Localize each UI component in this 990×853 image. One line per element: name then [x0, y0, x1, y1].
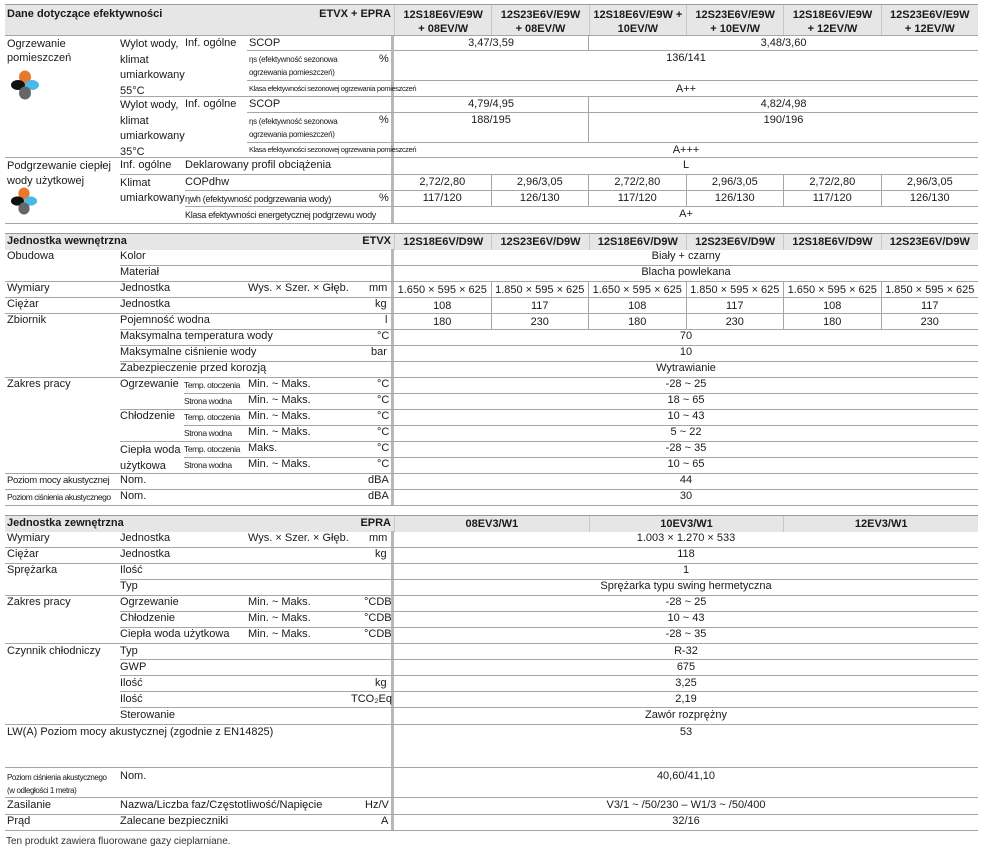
indoor-header-label	[5, 234, 394, 250]
scop-value: 3,48/3,60	[760, 37, 807, 49]
unit-kg: kg	[375, 548, 387, 560]
column-header: 12S23E6V/D9W	[881, 234, 978, 250]
op-range: Min. ~ Maks.	[248, 458, 311, 470]
color-value: Biały + czarny	[651, 250, 721, 262]
op-side: Strona wodna	[184, 396, 232, 406]
refrigerant-label: Ilość	[120, 677, 143, 689]
eta-s-value: 188/195	[471, 114, 511, 126]
dimensions-label: Jednostka	[120, 282, 171, 294]
unit-percent: %	[379, 114, 389, 126]
op-side: Strona wodna	[184, 460, 232, 470]
weight-label: Jednostka	[120, 548, 171, 560]
column-header: 12S23E6V/E9W + 10EV/W	[686, 5, 783, 35]
unit-cdb: °CDB	[364, 596, 392, 608]
refrigerant-value: 675	[676, 661, 696, 673]
op-range: Min. ~ Maks.	[248, 378, 311, 390]
unit-kg: kg	[375, 677, 387, 689]
op-range: Maks.	[248, 442, 278, 454]
corrosion-value: Wytrawianie	[656, 362, 716, 374]
climate-label: Klimat umiarkowany	[120, 177, 185, 204]
column-header: 08EV3/W1	[394, 516, 589, 532]
outdoor-body	[5, 531, 978, 831]
op-mode: Ciepła woda użytkowa	[120, 628, 230, 640]
max-pressure-value: 10	[679, 346, 693, 358]
op-range: Min. ~ Maks.	[248, 628, 311, 640]
sound-pressure-sub: Nom.	[120, 770, 147, 782]
cop-dhw-values: 2,72/2,80 117/120 2,96/3,05 126/130 2,72/2,80 117/120 2,96/3,05 126/130 2,72/2,80 117/120 2,96/3,05 126/130	[394, 175, 978, 207]
tank-group: Zbiornik	[7, 314, 47, 326]
mode-dhw: Ciepła woda użytkowa	[120, 444, 181, 472]
dhw-class-value: A+	[679, 208, 693, 220]
sound-pressure-label: Poziom ciśnienia akustycznego (w odległości 1 metra)	[7, 773, 107, 795]
column-header: 12S23E6V/D9W	[491, 234, 588, 250]
refrigerant-value: R-32	[674, 645, 698, 657]
unit-cdb: °CDB	[364, 612, 392, 624]
refrigerant-label: Sterowanie	[120, 709, 176, 721]
op-value: -28 ~ 25	[665, 378, 707, 390]
class-value: A+++	[672, 144, 700, 156]
op-value: 10 ~ 43	[667, 410, 705, 422]
unit-a: A	[381, 815, 389, 827]
efficiency-title: Dane dotyczące efektywności	[7, 8, 163, 20]
operation-range-group: Zakres pracy	[7, 378, 71, 390]
refrigerant-group: Czynnik chłodniczy	[7, 645, 101, 657]
sound-pressure-value: 30	[679, 490, 693, 502]
material-label: Materiał	[120, 266, 160, 278]
op-value: 10 ~ 43	[667, 612, 705, 624]
dimensions-group: Wymiary	[7, 282, 50, 294]
unit-kg: kg	[375, 298, 387, 310]
compressor-group: Sprężarka	[7, 564, 58, 576]
column-header: 12S18E6V/D9W	[394, 234, 491, 250]
dhw-class-label: Klasa efektywności energetycznej podgrzewu wody	[185, 210, 377, 220]
profile-label: Deklarowany profil obciążenia	[185, 159, 332, 171]
sound-power-label: Poziom mocy akustycznej	[7, 475, 110, 486]
sound-pressure-sub: Nom.	[120, 490, 147, 502]
column-header: 12S18E6V/D9W	[783, 234, 880, 250]
compressor-type-value: Sprężarka typu swing hermetyczna	[600, 580, 772, 592]
sound-pressure-label: Poziom ciśnienia akustycznego	[7, 492, 111, 502]
eta-s-value: 190/196	[763, 114, 804, 126]
general-info-label: Inf. ogólne	[185, 98, 237, 110]
op-value: -28 ~ 35	[665, 442, 707, 454]
sound-power-value: 44	[679, 474, 693, 486]
efficiency-body	[5, 36, 978, 224]
unit-dba: dBA	[368, 474, 389, 486]
refrigerant-label: GWP	[120, 661, 147, 673]
unit-celsius: °C	[377, 458, 390, 470]
outdoor-table	[5, 515, 978, 532]
eta-s-label: ηs (efektywność sezonowa ogrzewania pomieszczeń)	[249, 117, 338, 139]
unit-percent: %	[379, 192, 389, 204]
op-value: -28 ~ 35	[665, 628, 707, 640]
op-value: 10 ~ 65	[667, 458, 705, 470]
heat-pump-four-petal-icon	[9, 187, 39, 215]
operation-range-group: Zakres pracy	[7, 596, 71, 608]
weight-value: 118	[677, 548, 695, 560]
scop-label: SCOP	[249, 37, 281, 49]
op-side: Temp. otoczenia	[184, 380, 240, 390]
dimensions-label: Jednostka	[120, 532, 171, 544]
op-mode: Ogrzewanie	[120, 596, 179, 608]
compressor-qty-value: 1	[682, 564, 690, 576]
op-side: Strona wodna	[184, 428, 232, 438]
indoor-table	[5, 233, 978, 250]
eta-s-value: 136/141	[666, 52, 706, 64]
column-header: 12S23E6V/E9W + 12EV/W	[881, 5, 978, 35]
dimensions-spec: Wys. × Szer. × Głęb.	[248, 282, 349, 294]
condition-35c: Wylot wody, klimat umiarkowany 35°C	[120, 99, 185, 158]
efficiency-model: ETVX + EPRA	[319, 8, 391, 20]
unit-celsius: °C	[377, 378, 390, 390]
power-supply-label: Nazwa/Liczba faz/Częstotliwość/Napięcie	[120, 799, 323, 811]
compressor-qty-label: Ilość	[120, 564, 143, 576]
sound-pressure-value: 40,60/41,10	[656, 770, 716, 782]
indoor-model: ETVX	[362, 235, 391, 247]
unit-celsius: °C	[377, 410, 390, 422]
column-header: 12S18E6V/E9W + 08EV/W	[394, 5, 491, 35]
outdoor-header	[5, 515, 978, 532]
column-header: 12S23E6V/D9W	[686, 234, 783, 250]
outdoor-model: EPRA	[360, 517, 391, 529]
op-range: Min. ~ Maks.	[248, 596, 311, 608]
eta-s-label: ηs (efektywność sezonowa ogrzewania pomieszczeń)	[249, 55, 338, 77]
lwa-label: LW(A) Poziom mocy akustycznej (zgodnie z EN14825)	[7, 726, 274, 738]
unit-mm: mm	[369, 532, 388, 544]
op-value: -28 ~ 25	[665, 596, 707, 608]
dimensions-group: Wymiary	[7, 532, 50, 544]
sound-power-sub: Nom.	[120, 474, 147, 486]
unit-l: l	[385, 314, 388, 326]
outdoor-title: Jednostka zewnętrzna	[7, 517, 124, 529]
efficiency-header	[5, 4, 978, 35]
op-range: Min. ~ Maks.	[248, 394, 311, 406]
column-header: 12S18E6V/E9W + 12EV/W	[783, 5, 880, 35]
column-header: 12EV3/W1	[783, 516, 978, 532]
op-side: Temp. otoczenia	[184, 444, 240, 454]
current-group: Prąd	[7, 815, 31, 827]
scop-label: SCOP	[249, 98, 281, 110]
current-value: 32/16	[672, 815, 700, 827]
power-supply-group: Zasilanie	[7, 799, 52, 811]
casing-group: Obudowa	[7, 250, 55, 262]
weight-label: Jednostka	[120, 298, 171, 310]
profile-value: L	[682, 159, 690, 171]
op-range: Min. ~ Maks.	[248, 410, 311, 422]
unit-hz-v: Hz/V	[365, 799, 389, 811]
weight-group: Ciężar	[7, 298, 39, 310]
color-label: Kolor	[120, 250, 146, 262]
unit-percent: %	[379, 53, 389, 65]
indoor-title: Jednostka wewnętrzna	[7, 235, 127, 247]
refrigerant-value: 2,19	[675, 693, 697, 705]
unit-mm: mm	[369, 282, 388, 294]
unit-celsius: °C	[377, 426, 390, 438]
dhw-label: Podgrzewanie ciepłej wody użytkowej	[7, 160, 111, 187]
op-range: Min. ~ Maks.	[248, 426, 311, 438]
indoor-per-model-values: 1.650 × 595 × 625 108 180 1.850 × 595 × 625 117 230 1.650 × 595 × 625 108 180 1.850 × 595 × 625 117 230 1.650 × 595 × 625 108 180 1.850 × 595 × 625 117 230	[394, 282, 978, 330]
corrosion-label: Zabezpieczenie przed korozją	[120, 362, 267, 374]
general-info-label: Inf. ogólne	[120, 159, 172, 171]
unit-bar: bar	[371, 346, 387, 358]
unit-celsius: °C	[377, 394, 390, 406]
class-label: Klasa efektywności sezonowej ogrzewania pomieszczeń	[249, 84, 417, 93]
indoor-header	[5, 233, 978, 250]
column-header: 12S23E6V/E9W + 08EV/W	[491, 5, 588, 35]
unit-celsius: °C	[377, 442, 390, 454]
indoor-body	[5, 249, 978, 506]
unit-dba: dBA	[368, 490, 389, 502]
class-value: A++	[675, 83, 697, 95]
cop-dhw-label: COPdhw	[185, 176, 230, 188]
tank-volume-label: Pojemność wodna	[120, 314, 210, 326]
max-temp-value: 70	[679, 330, 693, 342]
mode-cooling: Chłodzenie	[120, 410, 176, 422]
scop-value: 4,79/4,95	[468, 98, 514, 110]
op-range: Min. ~ Maks.	[248, 612, 311, 624]
column-header: 12S18E6V/E9W + 10EV/W	[589, 5, 686, 35]
class-label: Klasa efektywności sezonowej ogrzewania pomieszczeń	[249, 145, 417, 154]
eta-wh-label: ηwh (efektywność podgrzewania wody)	[185, 194, 332, 204]
footnote: Ten produkt zawiera fluorowane gazy cieplarniane.	[6, 836, 231, 847]
op-value: 5 ~ 22	[670, 426, 702, 438]
mode-heating: Ogrzewanie	[120, 378, 179, 390]
general-info-label: Inf. ogólne	[185, 37, 237, 49]
op-mode: Chłodzenie	[120, 612, 176, 624]
scop-value: 4,82/4,98	[760, 98, 807, 110]
column-header: 12S18E6V/D9W	[589, 234, 686, 250]
unit-cdb: °CDB	[364, 628, 392, 640]
weight-group: Ciężar	[7, 548, 39, 560]
op-value: 18 ~ 65	[667, 394, 705, 406]
heat-pump-four-petal-icon	[9, 70, 41, 100]
power-supply-value: V3/1 ~ /50/230 – W1/3 ~ /50/400	[606, 799, 766, 811]
scop-value: 3,47/3,59	[468, 37, 514, 49]
efficiency-header-label	[5, 5, 394, 35]
condition-55c: Wylot wody, klimat umiarkowany 55°C	[120, 38, 185, 97]
current-label: Zalecane bezpieczniki	[120, 815, 229, 827]
op-side: Temp. otoczenia	[184, 412, 240, 422]
dimensions-spec: Wys. × Szer. × Głęb.	[248, 532, 349, 544]
lwa-value: 53	[679, 726, 693, 738]
refrigerant-label: Ilość	[120, 693, 143, 705]
refrigerant-value: Zawór rozprężny	[645, 709, 727, 721]
space-heating-label: Ogrzewanie pomieszczeń	[7, 38, 72, 64]
dimensions-value: 1.003 × 1.270 × 533	[636, 532, 736, 544]
max-temp-label: Maksymalna temperatura wody	[120, 330, 273, 342]
compressor-type-label: Typ	[120, 580, 138, 592]
max-pressure-label: Maksymalne ciśnienie wody	[120, 346, 257, 358]
efficiency-table	[5, 4, 978, 36]
unit-tco2eq: TCO₂Eq	[351, 693, 392, 705]
refrigerant-label: Typ	[120, 645, 138, 657]
outdoor-header-label	[5, 516, 394, 532]
material-value: Blacha powlekana	[641, 266, 731, 278]
unit-celsius: °C	[377, 330, 390, 342]
refrigerant-value: 3,25	[675, 677, 697, 689]
column-header: 10EV3/W1	[589, 516, 784, 532]
